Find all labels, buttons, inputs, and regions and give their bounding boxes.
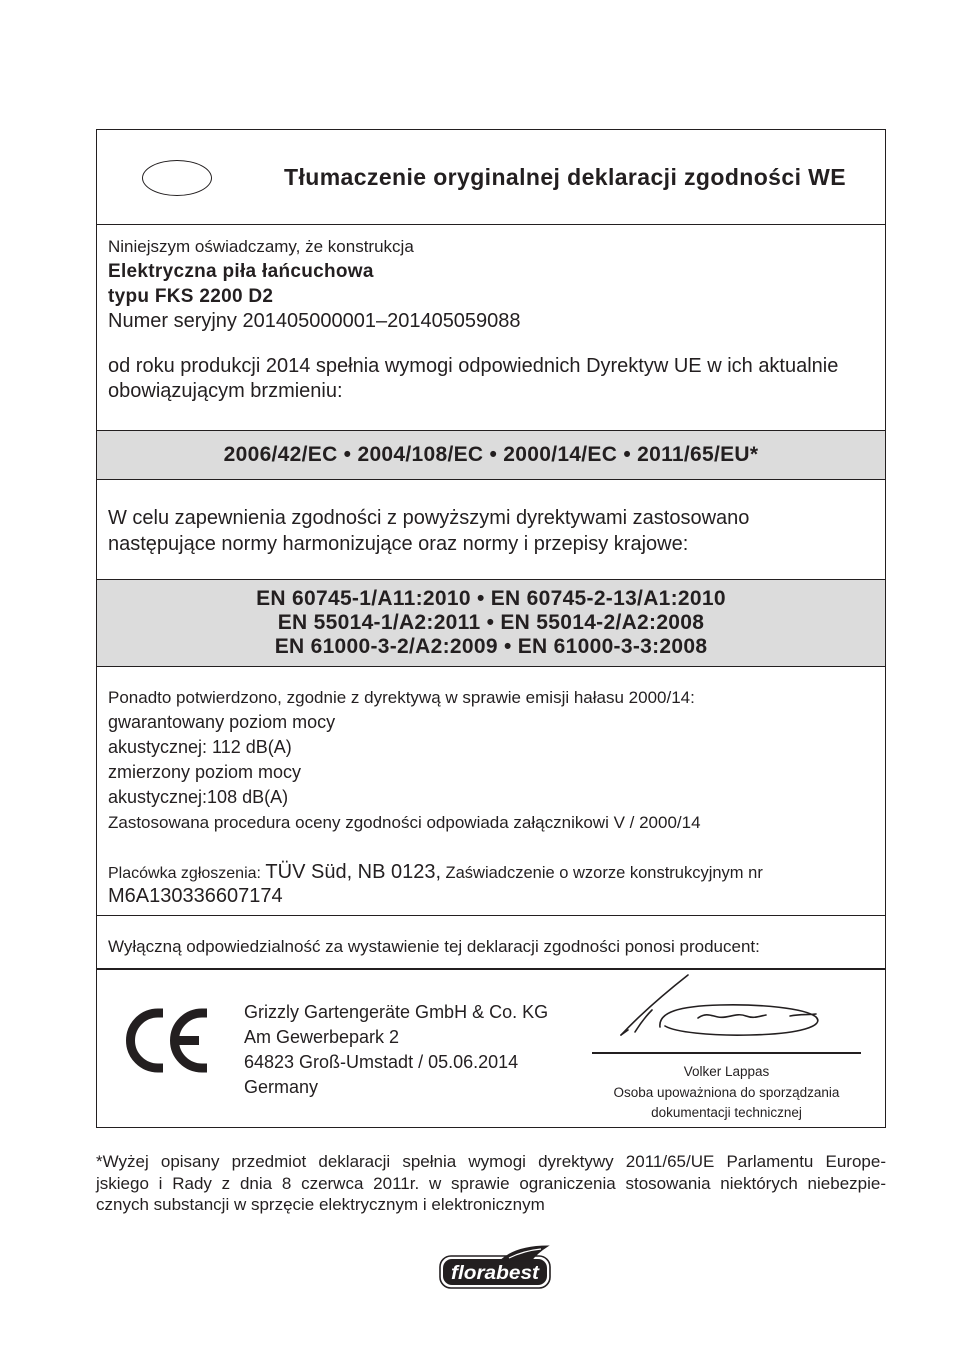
- signatory-role: dokumentacji technicznej: [651, 1105, 802, 1120]
- measured-power-label: zmierzony poziom mocy: [108, 762, 302, 782]
- signatory-role: Osoba upoważniona do sporządzania: [613, 1084, 840, 1100]
- guaranteed-power-label: gwarantowany poziom mocy: [108, 712, 336, 732]
- declaration-table: [96, 129, 886, 1128]
- florabest-logo: [439, 1245, 551, 1289]
- standards-band: [97, 579, 885, 666]
- directives-list: 2006/42/EC • 2004/108/EC • 2000/14/EC • 2011/65/EU*: [223, 443, 759, 466]
- notified-body-line: [108, 860, 763, 886]
- manufacturer-section: [97, 968, 885, 1127]
- notified-body-name: TÜV Süd, NB 0123,: [265, 861, 442, 883]
- footnote-line: *Wyżej opisany przedmiot deklaracji spełnia wymogi dyrektywy 2011/65/UE Parlamentu Europe-: [96, 1152, 886, 1171]
- declaration-intro: Niniejszym oświadczamy, że konstrukcja: [108, 237, 414, 256]
- responsibility-statement: Wyłączną odpowiedzialność za wystawienie tej deklaracji zgodności ponosi producent:: [108, 937, 760, 956]
- noise-section: [97, 666, 885, 915]
- standards-line: EN 60745-1/A11:2010 • EN 60745-2-13/A1:2010: [256, 587, 726, 610]
- standards-intro: [108, 505, 749, 557]
- signatory-name: Volker Lappas: [683, 1064, 770, 1079]
- compliance-line: obowiązującym brzmieniu:: [108, 380, 343, 402]
- signatory-block: [592, 1062, 861, 1124]
- assessment-procedure: Zastosowana procedura oceny zgodności odpowiada załącznikowi V / 2000/14: [108, 813, 701, 832]
- compliance-statement: [108, 354, 838, 404]
- ce-mark-icon: [125, 1008, 207, 1073]
- product-section: [97, 224, 885, 430]
- product-name: Elektryczna piła łańcuchowa: [108, 261, 374, 282]
- brand-name: florabest: [451, 1263, 540, 1284]
- footnote-line: jskiego i Rady z dnia 8 czerwca 2011r. w sprawie ograniczenia stosowania niektórych niebezpie-: [96, 1173, 886, 1193]
- manufacturer-street: Am Gewerbepark 2: [244, 1027, 400, 1047]
- guaranteed-power-value: akustycznej: 112 dB(A): [108, 737, 292, 757]
- measured-power-value: akustycznej:108 dB(A): [108, 787, 289, 807]
- responsibility-section: [97, 915, 885, 968]
- handwritten-signature: [620, 972, 835, 1044]
- declaration-title: Tłumaczenie oryginalnej deklaracji zgodności WE: [284, 164, 846, 190]
- manufacturer-name: Grizzly Gartengeräte GmbH & Co. KG: [244, 1002, 549, 1022]
- certificate-label: Zaświadczenie o wzorze konstrukcyjnym nr: [445, 864, 763, 882]
- standards-line: EN 61000-3-2/A2:2009 • EN 61000-3-3:2008: [274, 635, 708, 658]
- product-type: typu FKS 2200 D2: [108, 286, 274, 307]
- language-code-oval: [142, 160, 212, 196]
- manufacturer-city-date: 64823 Groß-Umstadt / 05.06.2014: [244, 1052, 519, 1072]
- noise-details: [108, 685, 701, 835]
- standards-intro-section: [97, 479, 885, 579]
- header-row: [97, 130, 885, 224]
- noise-intro: Ponadto potwierdzono, zgodnie z dyrektywą w sprawie emisji hałasu 2000/14:: [108, 688, 695, 707]
- manufacturer-country: Germany: [244, 1077, 319, 1097]
- certificate-number: M6A130336607174: [108, 885, 283, 907]
- directives-band: [97, 430, 885, 479]
- standards-line: EN 55014-1/A2:2011 • EN 55014-2/A2:2008: [277, 611, 705, 634]
- signature-line: [592, 1052, 861, 1054]
- footnote: [96, 1151, 886, 1216]
- manufacturer-address: [244, 1000, 548, 1100]
- footnote-line: cznych substancji w sprzęcie elektrycznym i elektronicznym: [96, 1195, 545, 1214]
- compliance-line: od roku produkcji 2014 spełnia wymogi odpowiednich Dyrektyw UE w ich aktualnie: [108, 355, 839, 377]
- serial-number-range: Numer seryjny 201405000001–201405059088: [108, 310, 521, 332]
- standards-list: [97, 587, 885, 659]
- standards-intro-line: W celu zapewnienia zgodności z powyższymi dyrektywami zastosowano: [108, 507, 750, 529]
- notified-body-label: Placówka zgłoszenia:: [108, 865, 261, 882]
- standards-intro-line: następujące normy harmonizujące oraz normy i przepisy krajowe:: [108, 533, 689, 555]
